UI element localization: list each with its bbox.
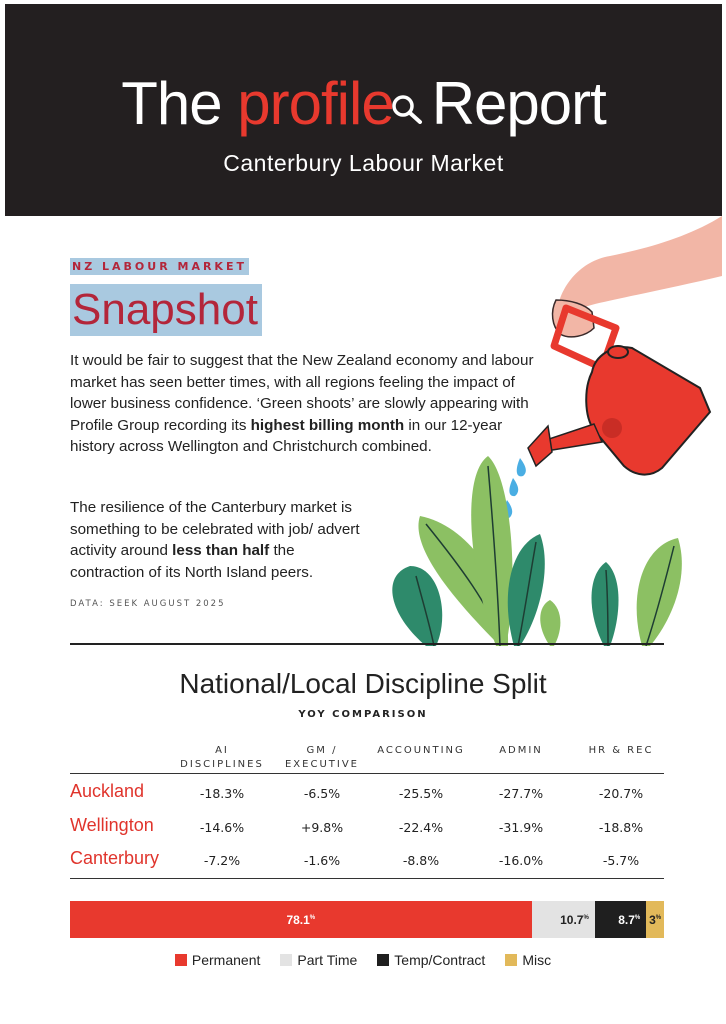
legend-swatch xyxy=(175,954,187,966)
table-cell: -7.2% xyxy=(203,853,241,868)
section-kicker: NZ LABOUR MARKET xyxy=(72,260,247,273)
percent-sign: % xyxy=(309,914,316,921)
region-label: Auckland xyxy=(70,781,145,801)
bar-segment-misc xyxy=(646,901,664,938)
legend-item xyxy=(505,952,551,968)
legend-label: Temp/Contract xyxy=(394,952,486,968)
arm-shape xyxy=(558,216,722,318)
resilience-highlight: less than half xyxy=(172,542,270,560)
column-header-hr: HR & REC xyxy=(588,745,654,756)
table-cell: +9.8% xyxy=(300,820,344,835)
region-label: Canterbury xyxy=(70,848,160,868)
brand-word-report: Report xyxy=(431,70,606,137)
can-body xyxy=(586,347,710,474)
intro-highlight: highest billing month xyxy=(250,416,405,434)
intro-text-a: It would be fair to suggest that the New Zealand economy and labour market has seen better times, with all regions feeling the impact of lower business confidence. ‘Green shoots’ are slowly appearing with Profile Group recording its xyxy=(70,352,534,434)
report-subtitle: Canterbury Labour Market xyxy=(223,150,504,176)
column-header-gm: GM / EXECUTIVE xyxy=(284,745,359,770)
legend-swatch xyxy=(280,954,292,966)
table-cell: -18.3% xyxy=(199,786,245,801)
data-source-note: DATA: SEEK AUGUST 2025 xyxy=(70,599,226,609)
bar-segment-permanent xyxy=(70,901,532,938)
table-cell: -5.7% xyxy=(602,853,640,868)
bar-segment-part-time xyxy=(532,901,595,938)
table-top-rule xyxy=(70,773,664,774)
intro-text-b: in our 12-year history across Wellington and Christchurch combined. xyxy=(70,416,503,456)
magnifier-icon xyxy=(390,64,426,104)
table-cell: -8.8% xyxy=(402,853,440,868)
table-cell: -27.7% xyxy=(498,786,544,801)
percent-sign: % xyxy=(655,914,662,921)
table-bottom-rule xyxy=(70,878,664,879)
employment-type-bar xyxy=(70,901,664,938)
legend-item xyxy=(175,952,260,968)
column-header-accounting: ACCOUNTING xyxy=(377,745,465,756)
split-subtitle: YOY COMPARISON xyxy=(298,709,428,720)
legend-swatch xyxy=(377,954,389,966)
bar-segment-temp-contract xyxy=(595,901,646,938)
brand-word-the: The xyxy=(121,70,222,137)
bar-segment-value: 8.7 xyxy=(618,912,635,927)
brand-word-profile: profile xyxy=(237,70,394,137)
table-cell: -1.6% xyxy=(303,853,341,868)
table-cell: -14.6% xyxy=(199,820,245,835)
bar-segment-value: 78.1 xyxy=(286,912,310,927)
percent-sign: % xyxy=(634,914,641,921)
bar-segment-value: 3 xyxy=(649,912,656,927)
section-divider xyxy=(70,643,664,645)
legend-label: Permanent xyxy=(191,952,261,968)
percent-sign: % xyxy=(583,914,589,921)
table-cell: -16.0% xyxy=(498,853,544,868)
watering-can-illustration xyxy=(380,216,724,650)
spout-rose xyxy=(528,426,552,466)
split-title: National/Local Discipline Split xyxy=(179,668,547,699)
employment-type-legend xyxy=(0,952,726,968)
table-cell: -22.4% xyxy=(398,820,444,835)
legend-label: Misc xyxy=(522,952,552,968)
table-cell: -31.9% xyxy=(498,820,544,835)
legend-item xyxy=(377,952,485,968)
column-header-ai: AI DISCIPLINES xyxy=(180,745,264,770)
column-header-admin: ADMIN xyxy=(499,745,543,756)
table-cell: -25.5% xyxy=(398,786,444,801)
region-label: Wellington xyxy=(70,815,154,835)
table-cell: -20.7% xyxy=(598,786,644,801)
section-title: Snapshot xyxy=(70,284,262,336)
legend-item xyxy=(280,952,357,968)
resilience-text-b: the contraction of its North Island peers. xyxy=(70,542,314,581)
table-cell: -18.8% xyxy=(598,820,644,835)
legend-label: Part Time xyxy=(297,952,358,968)
resilience-paragraph xyxy=(70,497,370,583)
legend-swatch xyxy=(505,954,517,966)
bar-segment-value: 10.7 xyxy=(560,912,584,927)
brand-logo xyxy=(5,64,722,144)
resilience-text-a: The resilience of the Canterbury market is something to be celebrated with job/ advert activity around xyxy=(70,499,360,560)
table-cell: -6.5% xyxy=(303,786,341,801)
report-header xyxy=(5,4,722,216)
